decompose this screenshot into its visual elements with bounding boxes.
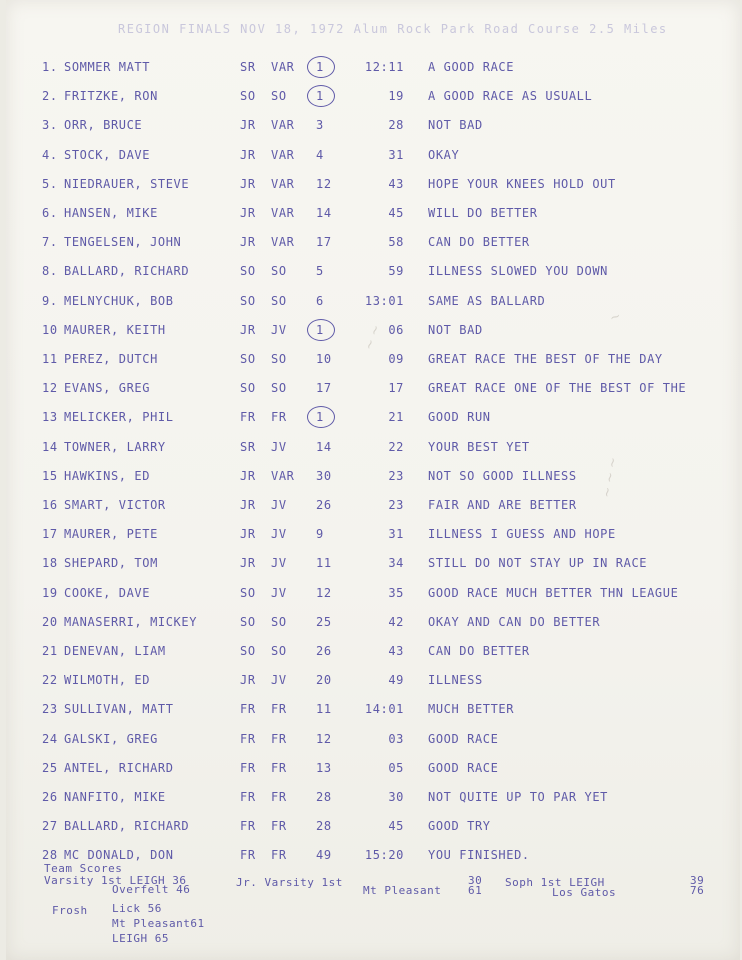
result-row bbox=[0, 206, 742, 228]
runner-place: 12 bbox=[316, 176, 332, 191]
runner-level: SO bbox=[271, 264, 287, 279]
runner-level: SO bbox=[271, 89, 287, 104]
runner-level: FR bbox=[271, 702, 287, 717]
runner-name: BALLARD, RICHARD bbox=[64, 819, 190, 834]
runner-level: SO bbox=[271, 614, 287, 629]
runner-place: 10 bbox=[316, 352, 332, 366]
place-circle-mark bbox=[307, 406, 335, 428]
row-number: 23 bbox=[42, 702, 58, 717]
runner-level: JV bbox=[271, 527, 287, 542]
runner-name: SULLIVAN, MATT bbox=[64, 702, 174, 717]
row-number: 14 bbox=[42, 439, 58, 454]
runner-year: JR bbox=[240, 556, 256, 571]
runner-place: 1 bbox=[316, 60, 324, 74]
runner-year: JR bbox=[240, 147, 256, 162]
runner-level: FR bbox=[271, 731, 287, 746]
runner-place: 4 bbox=[316, 147, 324, 162]
runner-year: JR bbox=[240, 118, 256, 133]
jv-scores: 30 bbox=[468, 874, 483, 887]
runner-year: SO bbox=[240, 293, 256, 308]
runner-time: 42 bbox=[388, 614, 404, 629]
row-number: 22 bbox=[42, 673, 58, 688]
coach-comment: NOT SO GOOD ILLNESS bbox=[428, 468, 577, 483]
runner-time: 43 bbox=[388, 176, 404, 191]
coach-comment: NOT BAD bbox=[428, 118, 483, 133]
runner-place: 13 bbox=[316, 760, 332, 775]
pencil-mark: ~ ~ bbox=[361, 322, 385, 353]
row-number: 19 bbox=[42, 585, 58, 600]
varsity-score: Varsity 1st LEIGH 36 bbox=[44, 874, 187, 887]
runner-year: SO bbox=[240, 89, 256, 104]
row-number: 28 bbox=[42, 848, 58, 863]
runner-place: 17 bbox=[316, 381, 332, 396]
runner-name: TENGELSEN, JOHN bbox=[64, 235, 182, 250]
runner-name: MANASERRI, MICKEY bbox=[64, 614, 198, 629]
coach-comment: ILLNESS bbox=[428, 673, 483, 688]
runner-name: FRITZKE, RON bbox=[64, 89, 158, 104]
runner-level: JV bbox=[271, 673, 287, 688]
runner-name: SHEPARD, TOM bbox=[64, 556, 158, 571]
result-row bbox=[0, 819, 742, 841]
runner-time: 30 bbox=[388, 790, 404, 804]
runner-name: COOKE, DAVE bbox=[64, 585, 151, 600]
runner-year: FR bbox=[240, 410, 256, 425]
runner-year: JR bbox=[240, 468, 256, 483]
runner-time: 14:01 bbox=[364, 702, 404, 717]
runner-name: HANSEN, MIKE bbox=[64, 206, 158, 220]
runner-time: 17 bbox=[388, 381, 404, 396]
result-row bbox=[0, 352, 742, 374]
runner-name: SOMMER MATT bbox=[64, 60, 151, 74]
coach-comment: OKAY AND CAN DO BETTER bbox=[428, 614, 601, 629]
coach-comment: GREAT RACE THE BEST OF THE DAY bbox=[428, 352, 663, 366]
runner-level: VAR bbox=[271, 147, 295, 162]
runner-level: JV bbox=[271, 498, 287, 512]
runner-level: VAR bbox=[271, 235, 295, 250]
runner-name: NIEDRAUER, STEVE bbox=[64, 176, 190, 191]
runner-time: 03 bbox=[388, 731, 404, 746]
coach-comment: STILL DO NOT STAY UP IN RACE bbox=[428, 556, 648, 571]
runner-time: 19 bbox=[388, 89, 404, 104]
row-number: 2. bbox=[42, 89, 58, 104]
runner-time: 35 bbox=[388, 585, 404, 600]
coach-comment: CAN DO BETTER bbox=[428, 235, 530, 250]
row-number: 20 bbox=[42, 614, 58, 629]
runner-time: 49 bbox=[388, 673, 404, 688]
coach-comment: A GOOD RACE bbox=[428, 60, 515, 74]
runner-year: SO bbox=[240, 352, 256, 366]
runner-level: JV bbox=[271, 322, 287, 337]
coach-comment: GOOD RACE bbox=[428, 760, 499, 775]
runner-place: 5 bbox=[316, 264, 324, 279]
runner-year: SR bbox=[240, 439, 256, 454]
row-number: 9. bbox=[42, 293, 58, 308]
runner-time: 43 bbox=[388, 644, 404, 658]
result-row bbox=[0, 732, 742, 754]
place-circle-mark bbox=[307, 85, 335, 107]
runner-level: FR bbox=[271, 760, 287, 775]
runner-place: 1 bbox=[316, 89, 324, 104]
runner-year: FR bbox=[240, 819, 256, 834]
runner-name: BALLARD, RICHARD bbox=[64, 264, 190, 279]
runner-place: 11 bbox=[316, 702, 332, 717]
row-number: 25 bbox=[42, 760, 58, 775]
result-row bbox=[0, 702, 742, 724]
result-row bbox=[0, 294, 742, 316]
runner-year: SO bbox=[240, 381, 256, 396]
frosh-label: Frosh bbox=[52, 904, 88, 917]
runner-place: 26 bbox=[316, 498, 332, 512]
sheet-heading: REGION FINALS NOV 18, 1972 Alum Rock Park Road Course 2.5 Miles bbox=[118, 22, 668, 36]
runner-place: 12 bbox=[316, 731, 332, 746]
coach-comment: HOPE YOUR KNEES HOLD OUT bbox=[428, 176, 616, 191]
coach-comment: CAN DO BETTER bbox=[428, 644, 530, 658]
pencil-mark: ~ ~ ~ bbox=[599, 456, 622, 499]
coach-comment: NOT BAD bbox=[428, 322, 483, 337]
runner-time: 13:01 bbox=[364, 293, 404, 308]
result-row bbox=[0, 410, 742, 432]
runner-level: VAR bbox=[271, 60, 295, 74]
coach-comment: ILLNESS I GUESS AND HOPE bbox=[428, 527, 616, 542]
runner-name: TOWNER, LARRY bbox=[64, 439, 166, 454]
coach-comment: ILLNESS SLOWED YOU DOWN bbox=[428, 264, 608, 279]
row-number: 18 bbox=[42, 556, 58, 571]
runner-year: SR bbox=[240, 60, 256, 74]
row-number: 11 bbox=[42, 352, 58, 366]
runner-year: FR bbox=[240, 790, 256, 804]
runner-year: JR bbox=[240, 322, 256, 337]
row-number: 8. bbox=[42, 264, 58, 279]
runner-place: 6 bbox=[316, 293, 324, 308]
runner-time: 06 bbox=[388, 322, 404, 337]
soph-score: Soph 1st LEIGH bbox=[505, 876, 605, 889]
result-row bbox=[0, 761, 742, 783]
result-row bbox=[0, 235, 742, 257]
runner-year: SO bbox=[240, 585, 256, 600]
runner-name: NANFITO, MIKE bbox=[64, 790, 166, 804]
runner-level: VAR bbox=[271, 206, 295, 220]
coach-comment: NOT QUITE UP TO PAR YET bbox=[428, 790, 608, 804]
result-row bbox=[0, 469, 742, 491]
runner-time: 34 bbox=[388, 556, 404, 571]
runner-name: DENEVAN, LIAM bbox=[64, 644, 166, 658]
runner-year: JR bbox=[240, 235, 256, 250]
runner-time: 05 bbox=[388, 760, 404, 775]
runner-year: JR bbox=[240, 498, 256, 512]
row-number: 7. bbox=[42, 235, 58, 250]
team-scores-label: Team Scores bbox=[44, 862, 123, 875]
runner-year: SO bbox=[240, 644, 256, 658]
runner-level: VAR bbox=[271, 176, 295, 191]
runner-place: 26 bbox=[316, 644, 332, 658]
result-row bbox=[0, 89, 742, 111]
runner-level: SO bbox=[271, 293, 287, 308]
row-number: 21 bbox=[42, 644, 58, 658]
runner-place: 9 bbox=[316, 527, 324, 542]
coach-comment: WILL DO BETTER bbox=[428, 206, 538, 220]
jv-sub-score: Mt Pleasant bbox=[363, 884, 442, 897]
runner-place: 11 bbox=[316, 556, 332, 571]
runner-place: 1 bbox=[316, 322, 324, 337]
runner-name: MELNYCHUK, BOB bbox=[64, 293, 174, 308]
row-number: 5. bbox=[42, 176, 58, 191]
frosh-line: Mt Pleasant61 bbox=[112, 917, 205, 930]
runner-level: SO bbox=[271, 352, 287, 366]
runner-name: MC DONALD, DON bbox=[64, 848, 174, 863]
runner-level: SO bbox=[271, 644, 287, 658]
runner-time: 31 bbox=[388, 527, 404, 542]
runner-time: 21 bbox=[388, 410, 404, 425]
result-row bbox=[0, 177, 742, 199]
coach-comment: SAME AS BALLARD bbox=[428, 293, 546, 308]
result-row bbox=[0, 615, 742, 637]
runner-place: 25 bbox=[316, 614, 332, 629]
runner-name: HAWKINS, ED bbox=[64, 468, 151, 483]
runner-name: PEREZ, DUTCH bbox=[64, 352, 158, 366]
runner-name: SMART, VICTOR bbox=[64, 498, 166, 512]
runner-year: JR bbox=[240, 176, 256, 191]
soph-sub-score: Los Gatos bbox=[552, 886, 617, 899]
row-number: 27 bbox=[42, 819, 58, 834]
coach-comment: YOU FINISHED. bbox=[428, 848, 530, 863]
coach-comment: OKAY bbox=[428, 147, 460, 162]
runner-year: JR bbox=[240, 673, 256, 688]
runner-year: FR bbox=[240, 731, 256, 746]
soph-scores-sub: 76 bbox=[690, 884, 705, 897]
coach-comment: FAIR AND ARE BETTER bbox=[428, 498, 577, 512]
row-number: 17 bbox=[42, 527, 58, 542]
runner-place: 14 bbox=[316, 439, 332, 454]
result-row bbox=[0, 118, 742, 140]
jv-scores-sub: 61 bbox=[468, 884, 483, 897]
result-row bbox=[0, 148, 742, 170]
coach-comment: GREAT RACE ONE OF THE BEST OF THE bbox=[428, 381, 687, 396]
result-row bbox=[0, 644, 742, 666]
runner-time: 28 bbox=[388, 118, 404, 133]
runner-place: 12 bbox=[316, 585, 332, 600]
runner-year: JR bbox=[240, 206, 256, 220]
result-row bbox=[0, 673, 742, 695]
result-row bbox=[0, 556, 742, 578]
runner-level: FR bbox=[271, 790, 287, 804]
runner-place: 28 bbox=[316, 819, 332, 834]
runner-name: MAURER, PETE bbox=[64, 527, 158, 542]
runner-name: MELICKER, PHIL bbox=[64, 410, 174, 425]
varsity-sub-score: Overfelt 46 bbox=[112, 883, 191, 896]
coach-comment: GOOD RACE bbox=[428, 731, 499, 746]
runner-place: 1 bbox=[316, 410, 324, 425]
place-circle-mark bbox=[307, 319, 335, 341]
runner-level: VAR bbox=[271, 118, 295, 133]
runner-place: 49 bbox=[316, 848, 332, 863]
result-row bbox=[0, 440, 742, 462]
runner-level: JV bbox=[271, 585, 287, 600]
runner-time: 58 bbox=[388, 235, 404, 250]
result-row bbox=[0, 586, 742, 608]
runner-place: 30 bbox=[316, 468, 332, 483]
runner-level: FR bbox=[271, 819, 287, 834]
runner-level: SO bbox=[271, 381, 287, 396]
row-number: 24 bbox=[42, 731, 58, 746]
runner-name: ORR, BRUCE bbox=[64, 118, 143, 133]
row-number: 12 bbox=[42, 381, 58, 396]
result-row bbox=[0, 60, 742, 82]
runner-year: SO bbox=[240, 614, 256, 629]
runner-place: 14 bbox=[316, 206, 332, 220]
runner-year: JR bbox=[240, 527, 256, 542]
runner-level: FR bbox=[271, 410, 287, 425]
runner-level: VAR bbox=[271, 468, 295, 483]
runner-level: FR bbox=[271, 848, 287, 863]
runner-time: 09 bbox=[388, 352, 404, 366]
runner-time: 45 bbox=[388, 206, 404, 220]
row-number: 1. bbox=[42, 60, 58, 74]
runner-year: SO bbox=[240, 264, 256, 279]
runner-name: WILMOTH, ED bbox=[64, 673, 151, 688]
runner-time: 22 bbox=[388, 439, 404, 454]
runner-place: 17 bbox=[316, 235, 332, 250]
runner-name: STOCK, DAVE bbox=[64, 147, 151, 162]
row-number: 3. bbox=[42, 118, 58, 133]
runner-level: JV bbox=[271, 439, 287, 454]
result-row bbox=[0, 264, 742, 286]
runner-year: FR bbox=[240, 760, 256, 775]
runner-name: EVANS, GREG bbox=[64, 381, 151, 396]
coach-comment: GOOD RACE MUCH BETTER THN LEAGUE bbox=[428, 585, 679, 600]
runner-name: GALSKI, GREG bbox=[64, 731, 158, 746]
coach-comment: GOOD RUN bbox=[428, 410, 491, 425]
row-number: 6. bbox=[42, 206, 58, 220]
soph-scores: 39 bbox=[690, 874, 705, 887]
frosh-line: LEIGH 65 bbox=[112, 932, 169, 945]
runner-name: MAURER, KEITH bbox=[64, 322, 166, 337]
row-number: 10 bbox=[42, 322, 58, 337]
runner-year: FR bbox=[240, 702, 256, 717]
coach-comment: GOOD TRY bbox=[428, 819, 491, 834]
runner-time: 15:20 bbox=[364, 848, 404, 863]
runner-name: ANTEL, RICHARD bbox=[64, 760, 174, 775]
row-number: 16 bbox=[42, 498, 58, 512]
runner-place: 28 bbox=[316, 790, 332, 804]
runner-place: 20 bbox=[316, 673, 332, 688]
runner-place: 3 bbox=[316, 118, 324, 133]
runner-time: 12:11 bbox=[364, 60, 404, 74]
place-circle-mark bbox=[307, 56, 335, 78]
coach-comment: A GOOD RACE AS USUALL bbox=[428, 89, 593, 104]
row-number: 15 bbox=[42, 468, 58, 483]
frosh-line: Lick 56 bbox=[112, 902, 162, 915]
runner-time: 45 bbox=[388, 819, 404, 834]
row-number: 4. bbox=[42, 147, 58, 162]
jv-score: Jr. Varsity 1st bbox=[236, 876, 343, 889]
runner-year: FR bbox=[240, 848, 256, 863]
coach-comment: MUCH BETTER bbox=[428, 702, 515, 717]
runner-time: 59 bbox=[388, 264, 404, 279]
runner-level: JV bbox=[271, 556, 287, 571]
coach-comment: YOUR BEST YET bbox=[428, 439, 530, 454]
runner-time: 23 bbox=[388, 468, 404, 483]
result-row bbox=[0, 527, 742, 549]
row-number: 26 bbox=[42, 790, 58, 804]
result-row bbox=[0, 790, 742, 812]
pencil-mark: ~ bbox=[607, 308, 624, 327]
runner-time: 31 bbox=[388, 147, 404, 162]
result-row bbox=[0, 381, 742, 403]
row-number: 13 bbox=[42, 410, 58, 425]
runner-time: 23 bbox=[388, 498, 404, 512]
result-row bbox=[0, 498, 742, 520]
